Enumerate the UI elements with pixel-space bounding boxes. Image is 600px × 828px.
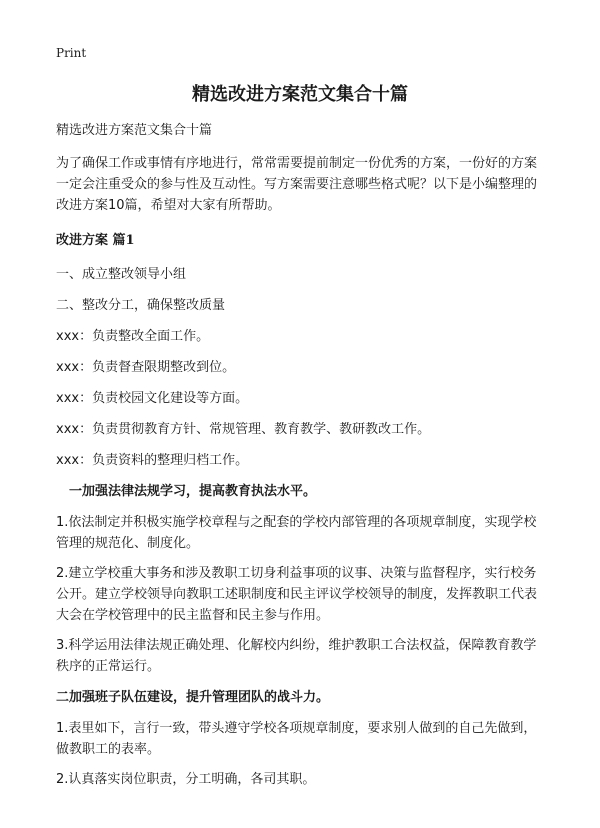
section-heading: 改进方案 篇1 <box>56 233 135 248</box>
paragraph: 3.科学运用法律法规正确处理、化解校内纠纷，维护教职工合法权益，保障教育教学秩序的正常运行。 <box>56 638 537 674</box>
page-title: 精选改进方案范文集合十篇 <box>192 84 408 105</box>
subtitle: 精选改进方案范文集合十篇 <box>56 123 213 138</box>
paragraph: 1.表里如下，言行一致，带头遵守学校各项规章制度，要求别人做到的自己先做到，做教职工的表率。 <box>56 721 537 757</box>
bold-heading: 一加强法律法规学习，提高教育执法水平。 <box>69 484 317 499</box>
duty-item: xxx：负责贯彻教育方针、常规管理、教育教学、教研教改工作。 <box>56 422 431 437</box>
list-item: 一、成立整改领导小组 <box>56 267 187 282</box>
print-label: Print <box>56 46 87 60</box>
duty-item: xxx：负责校园文化建设等方面。 <box>56 391 249 406</box>
bold-heading: 二加强班子队伍建设，提升管理团队的战斗力。 <box>56 690 330 705</box>
list-item: 二、整改分工，确保整改质量 <box>56 298 226 313</box>
document-body <box>56 120 548 790</box>
paragraph: 2.建立学校重大事务和涉及教职工切身利益事项的议事、决策与监督程序，实行校务公开。建立学校领导向教职工述职制度和民主评议学校领导的制度，发挥教职工代表大会在学校管理中的民主监督和民主参与作用。 <box>56 566 538 623</box>
duty-item: xxx：负责督查限期整改到位。 <box>56 360 236 375</box>
duty-item: xxx：负责资料的整理归档工作。 <box>56 453 249 468</box>
paragraph: 2.认真落实岗位职责，分工明确，各司其职。 <box>56 772 316 787</box>
intro-paragraph: 为了确保工作或事情有序地进行，常常需要提前制定一份优秀的方案，一份好的方案一定会注重受众的参与性及互动性。写方案需要注意哪些格式呢？以下是小编整理的改进方案10篇，希望对大家有所帮助。 <box>56 156 538 213</box>
duty-item: xxx：负责整改全面工作。 <box>56 329 210 344</box>
paragraph: 1.依法制定并积极实施学校章程与之配套的学校内部管理的各项规章制度，实现学校管理的规范化、制度化。 <box>56 515 537 551</box>
